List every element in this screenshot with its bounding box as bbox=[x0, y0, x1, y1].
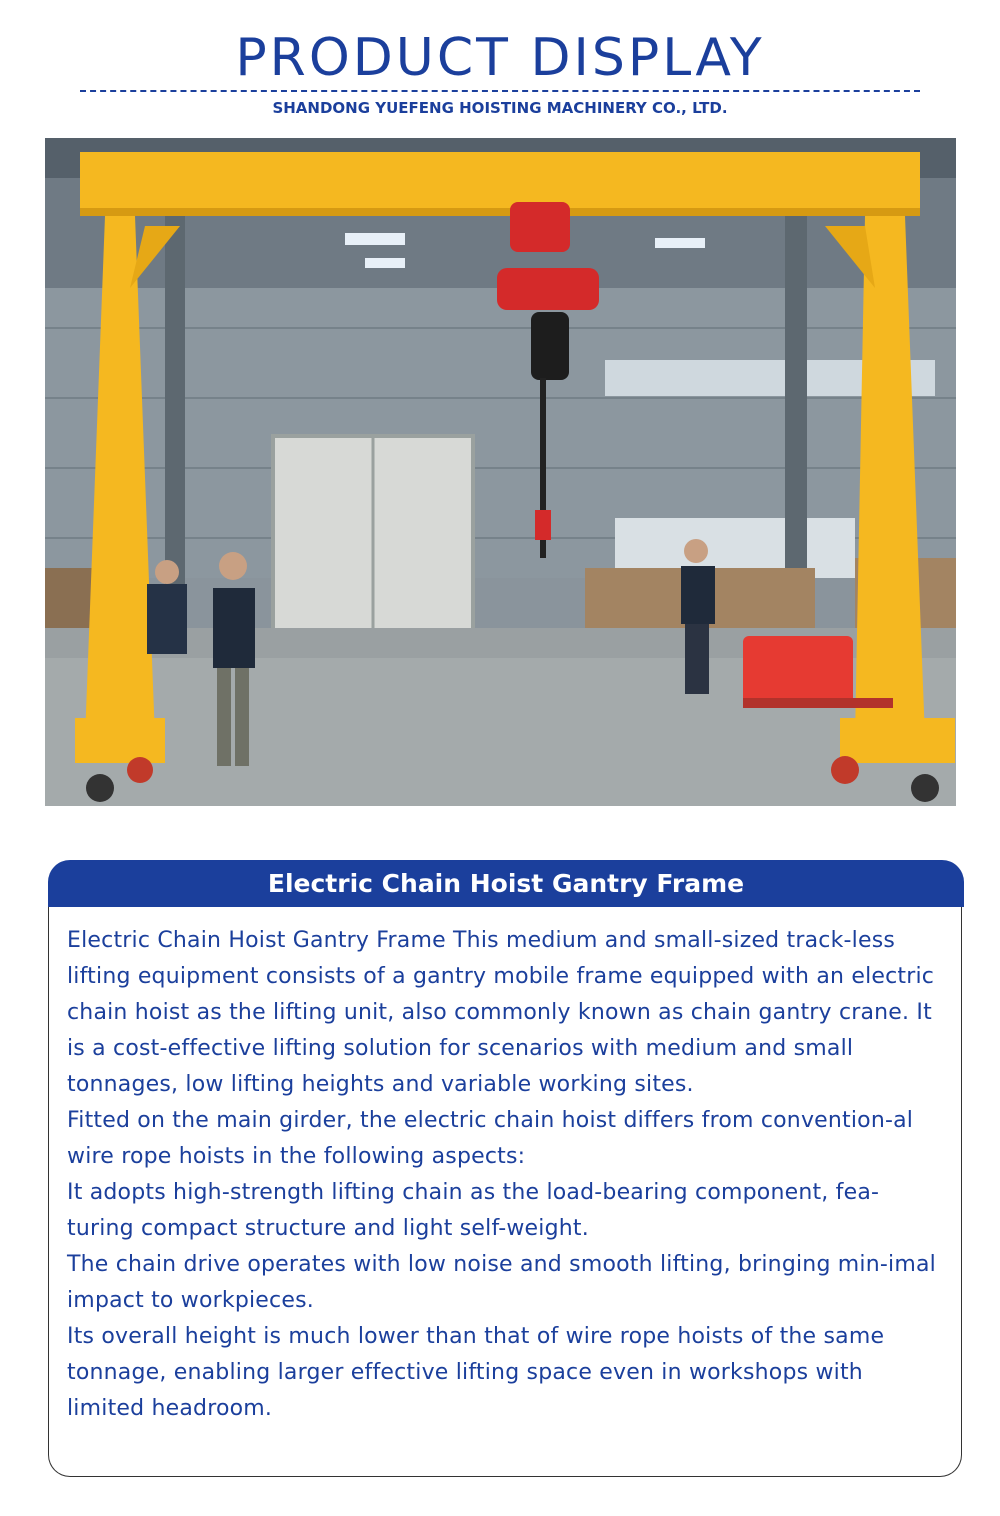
product-photo bbox=[45, 138, 956, 806]
description-paragraph: The chain drive operates with low noise and smooth lifting, bringing min-imal impact to workpieces. bbox=[67, 1252, 936, 1313]
description-paragraph: Its overall height is much lower than that of wire rope hoists of the same tonnage, enabling larger effective lifting space even in workshops with limited headroom. bbox=[67, 1324, 885, 1421]
page-header bbox=[0, 0, 1000, 130]
company-name: SHANDONG YUEFENG HOISTING MACHINERY CO., LTD. bbox=[272, 99, 728, 117]
dashed-divider bbox=[80, 90, 920, 92]
description-box bbox=[48, 907, 962, 1477]
description-paragraph: Electric Chain Hoist Gantry Frame This medium and small-sized track-less lifting equipment consists of a gantry mobile frame equipped with an electric chain hoist as the lifting unit, also commonly known as chain gantry crane. It is a cost-effective lifting solution for scenarios with medium and small tonnages, low lifting heights and variable working sites. bbox=[67, 928, 935, 1097]
description-paragraph: Fitted on the main girder, the electric chain hoist differs from convention-al wire rope hoists in the following aspects: bbox=[67, 1108, 914, 1169]
description-paragraph: It adopts high-strength lifting chain as the load-bearing component, fea-turing compact structure and light self-weight. bbox=[67, 1180, 880, 1241]
section-heading: Electric Chain Hoist Gantry Frame bbox=[48, 860, 964, 907]
gantry-crane-illustration bbox=[45, 138, 956, 806]
page-title: PRODUCT DISPLAY bbox=[235, 28, 765, 88]
